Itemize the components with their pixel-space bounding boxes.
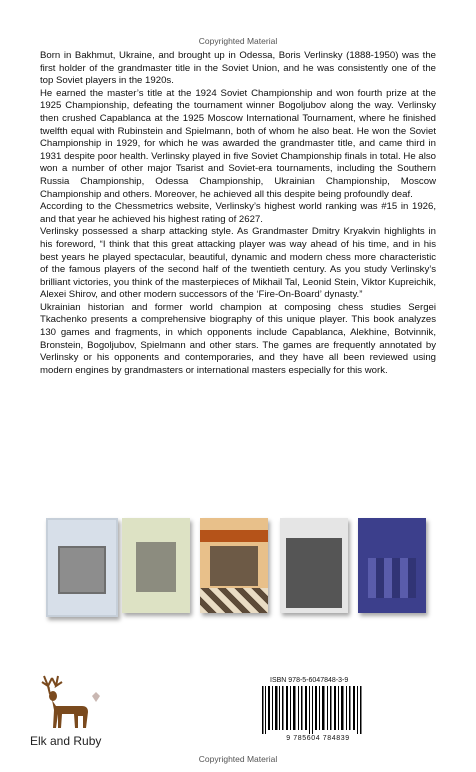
copyright-bottom: Copyrighted Material [198,754,278,764]
book-cover-5 [358,518,426,613]
elk-icon [30,672,100,730]
book-cover-3 [200,518,268,613]
portrait-image [136,542,176,592]
paragraph-3: According to the Chessmetrics website, Verlinsky’s highest world ranking was #15 in 1926, and that year he achieved his highest rating of 2627. [40,201,436,225]
barcode-digits: 9 785604 784839 [286,735,350,742]
paragraph-1: Born in Bakhmut, Ukraine, and brought up in Odessa, Boris Verlinsky (1888-1950) was the first holder of the grandmaster title in the Soviet Union, and he was consistently one of the top Soviet players in the 1920s. [40,50,436,87]
barcode-icon [258,686,368,734]
isbn-label: ISBN 978-5-6047848-3-9 [270,677,349,684]
paragraph-2: He earned the master’s title at the 1924 Soviet Championship and won fourth prize at the 1925 Championship, defeating the tournament winner Bogoljubov along the way. Verlinsky then crushed Capablanca at the 1925 Moscow International Tournament, where he finished twelfth equal with Rubinstein and Spielmann, both of whom he also beat. He won the Soviet Championship in 1929, for which he was awarded the grandmaster title, and came third in 1931 despite poor health. Verlinsky played in five Soviet Championship finals in total. He also won a number of other major Tsarist and Soviet-era tournaments, including the Southern Russia Championship, Odessa Championship, Ukrainian Championship, Moscow Championship and others. Moreover, he achieved all this despite being profoundly deaf. [40,87,436,200]
portrait-image [58,546,106,594]
related-books [40,508,436,618]
paragraph-4: Verlinsky possessed a sharp attacking style. As Grandmaster Dmitry Kryakvin highlights in his foreword, “I think that this great attacking player was way ahead of his time, and in his best years he played spectacular, beautiful, dynamic and modern chess more characteristic of the famous players of the second half of the twentieth century. As you study Verlinsky’s brilliant victories, you think of the masterpieces of Mikhail Tal, Leonid Stein, Viktor Kupreichik, Alexei Shirov, and other modern successors of the ‘Fire-On-Board’ dynasty.” [40,226,436,301]
barcode-block [258,677,378,751]
chessboard-image [200,588,268,613]
book-cover-2 [122,518,190,613]
book-cover-1 [46,518,118,617]
title-bar [200,530,268,542]
paragraph-5: Ukrainian historian and former world champion at composing chess studies Sergei Tkachenko presents a comprehensive biography of this unique player. This book analyzes 130 games and fragments, in which opponents include Capablanca, Alekhine, Botvinnik, Bronstein, Bogoljubov, Spielmann and other stars. The games are frequently annotated by Verlinsky or his opponents and contemporaries, and they have all been reviewed using modern engines by grandmasters or international masters especially for this work. [40,301,436,376]
portrait-image [286,538,342,608]
publisher-name: Elk and Ruby [30,734,102,748]
publisher-logo [30,672,130,752]
blurb-text [40,50,436,377]
book-cover-4 [280,518,348,613]
portrait-image [210,546,258,586]
ruby-icon [92,692,100,702]
chessboard-image [368,558,416,598]
copyright-top: Copyrighted Material [198,36,278,46]
